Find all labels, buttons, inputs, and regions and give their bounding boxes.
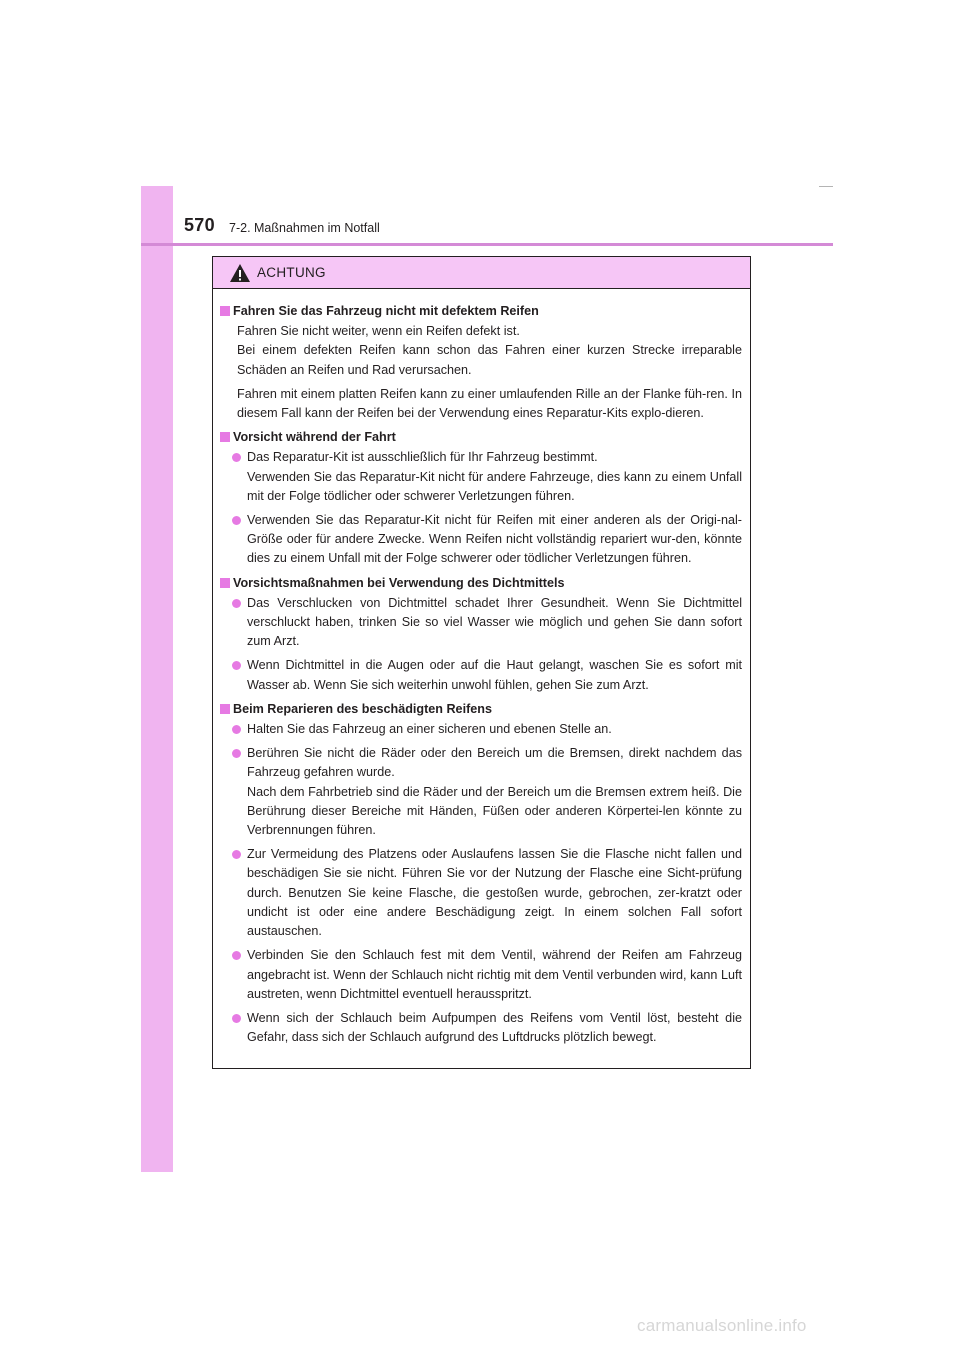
paragraph: Fahren Sie nicht weiter, wenn ein Reifen defekt ist. Bei einem defekten Reifen kann schon das Fahren einer kurzen Strecke irreparable Schäden an Reifen und Rad verursachen. [237, 324, 742, 377]
warning-section [220, 302, 742, 423]
section-title: 7-2. Maßnahmen im Notfall [229, 221, 380, 235]
watermark: carmanualsonline.info [637, 1316, 807, 1335]
bullet-item [220, 594, 742, 652]
paragraph: Fahren mit einem platten Reifen kann zu einer umlaufenden Rille an der Flanke füh-ren. In diesem Fall kann der Reifen bei der Verwendung eines Reparatur-Kits explo-dieren. [237, 386, 742, 421]
round-bullet-icon [232, 951, 241, 960]
bullet-text: Wenn Dichtmittel in die Augen oder auf die Haut gelangt, waschen Sie es sofort mit Wasser ab. Wenn Sie sich weiterhin unwohl fühlen, gehen Sie zum Arzt. [247, 658, 742, 692]
chapter-tab-strip [141, 186, 173, 1172]
section-heading [220, 700, 742, 719]
bullet-text: Das Reparatur-Kit ist ausschließlich für Ihr Fahrzeug bestimmt. Verwenden Sie das Reparatur-Kit nicht für andere Fahrzeuge, dies kann zu einem Unfall mit der Folge tödlicher oder schwerer Verletzungen führen. [247, 450, 742, 503]
section-heading-text: Vorsichtsmaßnahmen bei Verwendung des Dichtmittels [233, 575, 565, 590]
bullet-item [220, 656, 742, 694]
bullet-text: Verwenden Sie das Reparatur-Kit nicht für Reifen mit einer anderen als der Origi-nal-Größe oder für andere Zwecke. Wenn Reifen nicht vollständig repariert wur-den, könnte dies zu einem Unfall mit der Folge schwerer oder tödlicher Verletzungen führen. [247, 513, 742, 566]
bullet-text: Halten Sie das Fahrzeug an einer sicheren und ebenen Stelle an. [247, 722, 612, 737]
bullet-item [220, 448, 742, 506]
section-heading [220, 302, 742, 321]
square-bullet-icon [220, 306, 230, 316]
round-bullet-icon [232, 599, 241, 608]
bullet-item [220, 1009, 742, 1047]
warning-box [212, 256, 751, 1069]
section-heading-text: Fahren Sie das Fahrzeug nicht mit defektem Reifen [233, 304, 539, 318]
round-bullet-icon [232, 516, 241, 525]
header-rule [141, 243, 833, 246]
square-bullet-icon [220, 578, 230, 588]
bullet-item [220, 845, 742, 941]
bullet-text: Verbinden Sie den Schlauch fest mit dem Ventil, während der Reifen am Fahrzeug angebracht ist. Wenn der Schlauch nicht richtig mit dem Ventil verbunden wird, kann Luft austreten, wenn Dichtmittel eventuell herausspritzt. [247, 948, 742, 1001]
section-heading [220, 574, 742, 593]
warning-triangle-icon [229, 263, 251, 283]
section-heading-text: Beim Reparieren des beschädigten Reifens [233, 701, 492, 716]
page-number: 570 [184, 215, 215, 235]
round-bullet-icon [232, 453, 241, 462]
bullet-item [220, 511, 742, 569]
bullet-text: Wenn sich der Schlauch beim Aufpumpen des Reifens vom Ventil löst, besteht die Gefahr, dass sich der Schlauch aufgrund des Luftdrucks plötzlich bewegt. [247, 1010, 742, 1045]
warning-body [213, 289, 750, 1047]
bullet-item [220, 946, 742, 1004]
round-bullet-icon [232, 850, 241, 859]
crop-mark [819, 186, 833, 187]
warning-section [220, 700, 742, 1047]
square-bullet-icon [220, 432, 230, 442]
warning-section [220, 574, 742, 695]
round-bullet-icon [232, 661, 241, 670]
bullet-text: Berühren Sie nicht die Räder oder den Bereich um die Bremsen, direkt nachdem das Fahrzeug gefahren wurde. Nach dem Fahrbetrieb sind die Räder und der Bereich um die Bremsen extrem heiß. Die Berührung dieser Bereiche mit Händen, Füßen oder anderen Körpertei-len könnte zu Verbrennungen führen. [247, 746, 742, 838]
bullet-item [220, 720, 742, 739]
bullet-text: Zur Vermeidung des Platzens oder Auslaufens lassen Sie die Flasche nicht fallen und beschädigen Sie sie nicht. Führen Sie vor der Nutzung der Flasche eine Sicht-prüfung durch. Benutzen Sie keine Flasche, die gestoßen wurde, gebrochen, zer-kratzt oder undicht ist oder eine andere Beschädigung zeigt. In einem solchen Fall sofort austauschen. [247, 847, 742, 939]
warning-section [220, 428, 742, 568]
warning-header [213, 257, 750, 289]
square-bullet-icon [220, 704, 230, 714]
round-bullet-icon [232, 1014, 241, 1023]
round-bullet-icon [232, 725, 241, 734]
warning-title: ACHTUNG [257, 265, 326, 280]
section-heading [220, 428, 742, 447]
bullet-item [220, 744, 742, 840]
bullet-text: Das Verschlucken von Dichtmittel schadet Ihrer Gesundheit. Wenn Sie Dichtmittel verschluckt haben, trinken Sie so viel Wasser wie möglich und gehen Sie dann sofort zum Arzt. [247, 595, 742, 649]
section-heading-text: Vorsicht während der Fahrt [233, 430, 396, 445]
round-bullet-icon [232, 749, 241, 758]
